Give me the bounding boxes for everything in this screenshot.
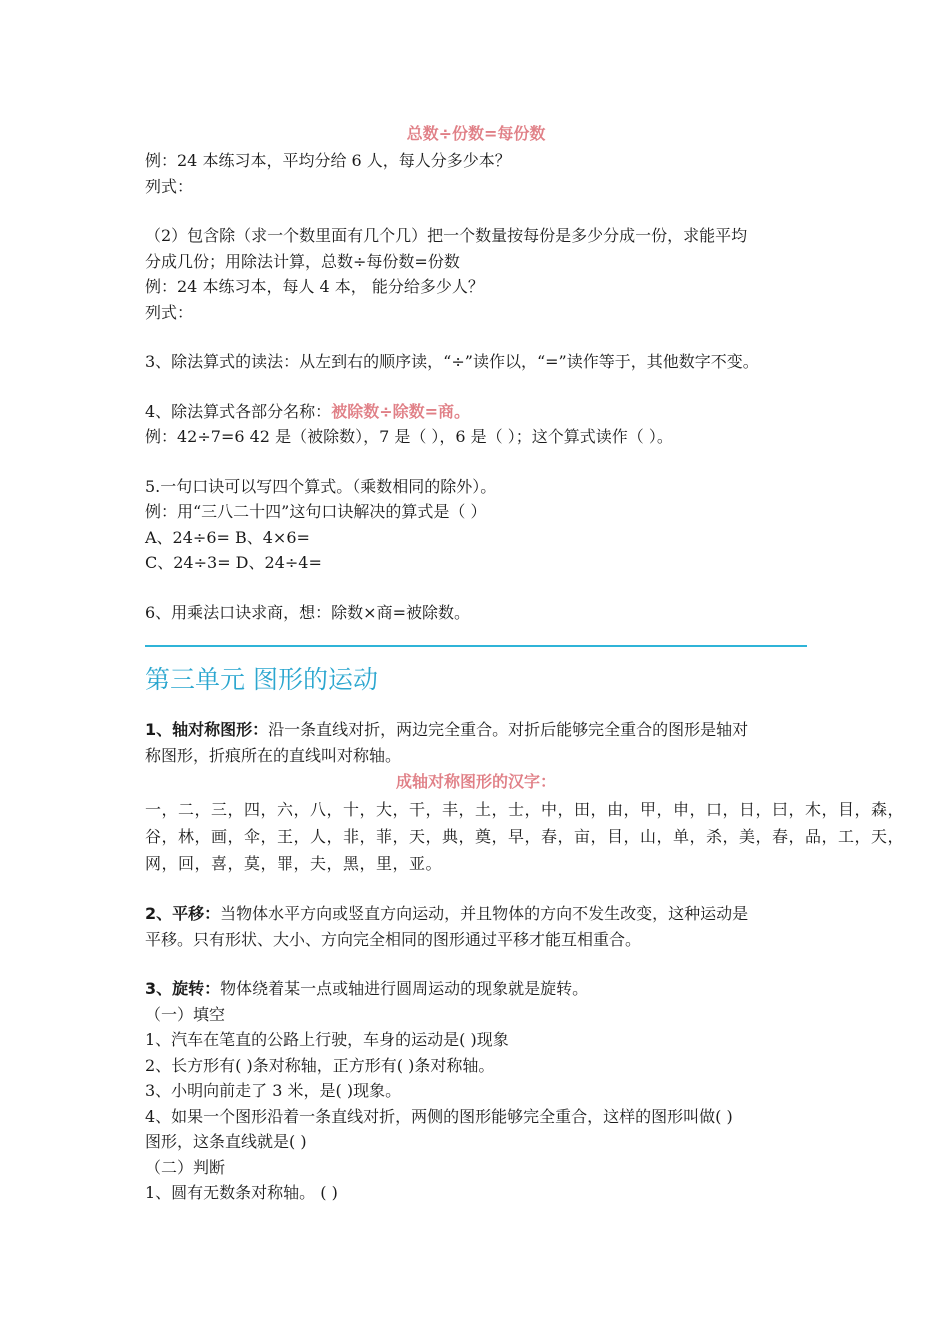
point-4-example: 例：42÷7=6 42 是（被除数），7 是（ ），6 是（ ）；这个算式读作（ ）。 bbox=[145, 427, 673, 446]
chars-heading: 成轴对称图形的汉字： bbox=[395, 772, 556, 791]
formula-prompt: 列式： bbox=[145, 176, 194, 196]
point-4-label: 4、除法算式各部分名称： bbox=[145, 401, 332, 421]
rotation-label: 3、旋转： bbox=[145, 979, 221, 998]
translation-label: 2、平移： bbox=[145, 904, 221, 923]
unit-title: 第三单元 图形的运动 bbox=[145, 665, 378, 694]
point-4 bbox=[145, 399, 807, 425]
rotation-text: 物体绕着某一点或轴进行圆周运动的现象就是旋转。 bbox=[220, 979, 589, 998]
point-6: 6、用乘法口诀求商，想：除数×商=被除数。 bbox=[145, 602, 470, 622]
fill-question-4-line-2: 图形，这条直线就是( ) bbox=[145, 1132, 307, 1151]
chars-line-1: 一，二，三，四，六，八，十，大，干，丰，土，士，中，田，由，甲，申，口，日，曰，木，目，森， bbox=[145, 800, 905, 819]
point-5-title: 5.一句口诀可以写四个算式。（乘数相同的除外）。 bbox=[145, 476, 497, 496]
translation-line-2: 平移。只有形状、大小、方向完全相同的图形通过平移才能互相重合。 bbox=[145, 929, 642, 949]
option-ab: A、24÷6= B、4×6= bbox=[145, 527, 310, 547]
chars-line-2: 谷，林，画，伞，王，人，非，菲，天，典，奠，早，春，亩，目，山，单，杀，美，春，品，工，天， bbox=[145, 827, 905, 846]
formula-prompt: 列式： bbox=[145, 302, 194, 322]
point-4-highlight: 被除数÷除数=商。 bbox=[331, 401, 471, 421]
example-line: 例：24 本练习本，每人 4 本， 能分给多少人？ bbox=[145, 277, 484, 296]
fill-question-2: 2、长方形有( )条对称轴，正方形有( )条对称轴。 bbox=[145, 1055, 495, 1075]
chars-line-3: 网，回，喜，莫，罪，夫，黑，里，亚。 bbox=[145, 854, 443, 873]
point-5-example: 例：用“三八二十四”这句口诀解决的算式是（ ） bbox=[145, 502, 487, 521]
example-line: 例：24 本练习本，平均分给 6 人，每人分多少本？ bbox=[145, 151, 511, 170]
fill-question-4-line-1: 4、如果一个图形沿着一条直线对折，两侧的图形能够完全重合，这样的图形叫做( ) bbox=[145, 1106, 733, 1126]
fill-question-1: 1、汽车在笔直的公路上行驶，车身的运动是( )现象 bbox=[145, 1030, 509, 1049]
item-2-line-2: 分成几份；用除法计算，总数÷每份数=份数 bbox=[145, 251, 460, 271]
judge-question-1: 1、圆有无数条对称轴。 ( ) bbox=[145, 1183, 338, 1202]
axis-symmetry-text: 沿一条直线对折，两边完全重合。对折后能够完全重合的图形是轴对 bbox=[268, 720, 749, 739]
axis-symmetry-label: 1、轴对称图形： bbox=[145, 720, 269, 739]
judge-heading: （二）判断 bbox=[145, 1157, 226, 1177]
rotation-line bbox=[145, 976, 807, 1002]
fill-question-3: 3、小明向前走了 3 米，是( )现象。 bbox=[145, 1081, 402, 1100]
axis-symmetry-line-2: 称图形，折痕所在的直线叫对称轴。 bbox=[145, 745, 402, 765]
fill-heading: （一）填空 bbox=[145, 1004, 226, 1024]
option-cd: C、24÷3= D、24÷4= bbox=[145, 553, 322, 572]
translation-text: 当物体水平方向或竖直方向运动，并且物体的方向不发生改变，这种运动是 bbox=[220, 904, 749, 923]
translation-line-1 bbox=[145, 901, 807, 927]
document-content bbox=[145, 120, 905, 1206]
section-divider bbox=[145, 645, 807, 647]
item-2-line-1: （2）包含除（求一个数里面有几个几）把一个数量按每份是多少分成一份，求能平均 bbox=[145, 226, 748, 245]
formula-heading: 总数÷份数=每份数 bbox=[406, 124, 546, 143]
point-3: 3、除法算式的读法：从左到右的顺序读，“÷”读作以，“=”读作等于，其他数字不变。 bbox=[145, 352, 759, 371]
axis-symmetry-line-1 bbox=[145, 717, 807, 743]
